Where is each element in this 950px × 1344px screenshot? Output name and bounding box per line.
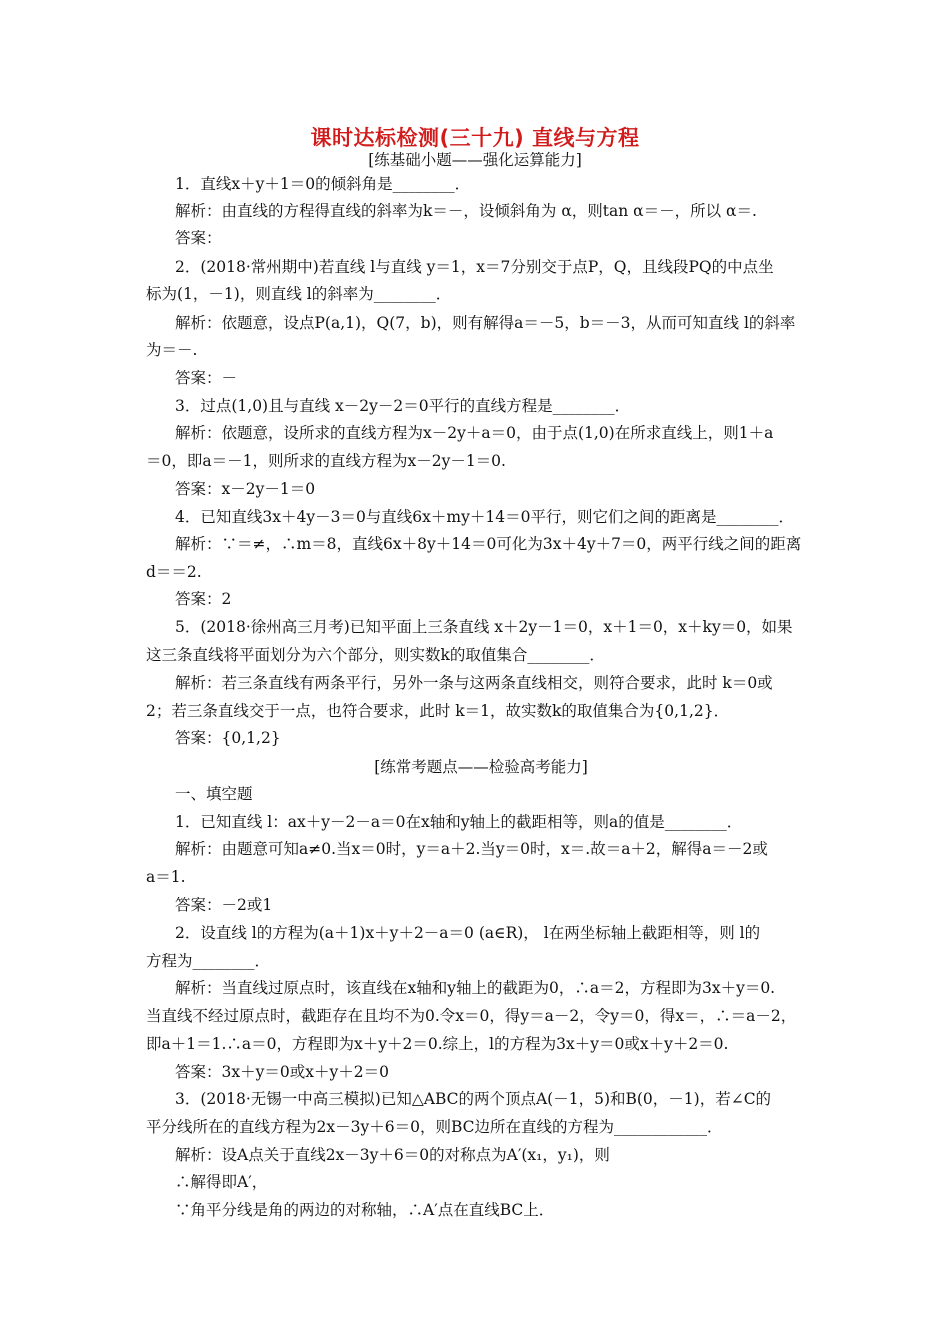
text-line: 这三条直线将平面划分为六个部分，则实数k的取值集合________． — [146, 646, 605, 664]
text-line: 答案：3x＋y＝0或x＋y＋2＝0 — [175, 1063, 389, 1081]
section-heading-basic: [练基础小题——强化运算能力] — [368, 151, 582, 169]
text-line: ∴解得即A′， — [175, 1173, 268, 1191]
text-line: a＝1. — [146, 868, 186, 886]
text-line: 解析：由题意可知a≠0.当x＝0时，y＝a＋2.当y＝0时，x＝.故＝a＋2，解得a＝－2或 — [175, 840, 768, 858]
text-line: 解析：当直线过原点时，该直线在x轴和y轴上的截距为0，∴a＝2，方程即为3x＋y＝0. — [175, 979, 776, 997]
text-line: 答案：{0,1,2} — [175, 729, 281, 747]
text-line: 方程为________． — [146, 952, 271, 970]
text-line: 2；若三条直线交于一点，也符合要求，此时 k＝1，故实数k的取值集合为{0,1,2}． — [146, 702, 730, 720]
text-line: 4．已知直线3x＋4y－3＝0与直线6x＋my＋14＝0平行，则它们之间的距离是________． — [175, 508, 794, 526]
section-heading-exam: [练常考题点——检验高考能力] — [374, 758, 588, 776]
text-line: 为＝－. — [146, 341, 198, 359]
text-line: 解析：∵＝≠，∴m＝8，直线6x＋8y＋14＝0可化为3x＋4y＋7＝0，两平行线之间的距离 — [175, 535, 802, 553]
text-line: 2．(2018·常州期中)若直线 l与直线 y＝1，x＝7分别交于点P，Q，且线段PQ的中点坐 — [175, 258, 774, 276]
text-line: 解析：若三条直线有两条平行，另外一条与这两条直线相交，则符合要求，此时 k＝0或 — [175, 674, 773, 692]
text-line: 2．设直线 l的方程为(a＋1)x＋y＋2－a＝0 (a∈R)， l在两坐标轴上截距相等，则 l的 — [175, 924, 761, 942]
text-line: 5．(2018·徐州高三月考)已知平面上三条直线 x＋2y－1＝0，x＋1＝0，x＋ky＝0，如果 — [175, 618, 793, 636]
text-line: 答案：x－2y－1＝0 — [175, 480, 316, 498]
text-line: 答案：2 — [175, 590, 232, 608]
text-line: 1．直线x＋y＋1＝0的倾斜角是________． — [175, 175, 471, 193]
text-line: 解析：依题意，设所求的直线方程为x－2y＋a＝0，由于点(1,0)在所求直线上，则1＋a — [175, 424, 774, 442]
text-line: d＝＝2. — [146, 563, 202, 581]
text-line: 答案：－ — [175, 369, 238, 387]
text-line: 答案：－2或1 — [175, 896, 273, 914]
text-line: 解析：设A点关于直线2x－3y＋6＝0的对称点为A′(x₁，y₁)，则 — [175, 1146, 610, 1164]
text-line: 当直线不经过原点时，截距存在且均不为0.令x＝0，得y＝a－2，令y＝0，得x＝，∴＝a－2， — [146, 1007, 797, 1025]
text-line: 标为(1，－1)，则直线 l的斜率为________． — [146, 285, 452, 303]
text-line: 答案： — [175, 229, 222, 247]
text-line: 解析：依题意，设点P(a,1)，Q(7，b)，则有解得a＝－5，b＝－3，从而可知直线 l的斜率 — [175, 314, 796, 332]
text-line: 解析：由直线的方程得直线的斜率为k＝－，设倾斜角为 α，则tan α＝－，所以 α＝. — [175, 202, 757, 220]
text-line: ＝0，即a＝－1，则所求的直线方程为x－2y－1＝0. — [146, 452, 506, 470]
text-line: 3．(2018·无锡一中高三模拟)已知△ABC的两个顶点A(－1，5)和B(0，－1)，若∠C的 — [175, 1090, 772, 1108]
text-line: 即a＋1＝1.∴a＝0，方程即为x＋y＋2＝0.综上，l的方程为3x＋y＝0或x＋y＋2＝0. — [146, 1035, 729, 1053]
text-line: 1．已知直线 l：ax＋y－2－a＝0在x轴和y轴上的截距相等，则a的值是________． — [175, 813, 743, 831]
text-line: 一、填空题 — [175, 785, 253, 803]
text-line: 3．过点(1,0)且与直线 x－2y－2＝0平行的直线方程是________． — [175, 397, 631, 415]
page-title: 课时达标检测(三十九) 直线与方程 — [310, 126, 640, 150]
text-line: 平分线所在的直线方程为2x－3y＋6＝0，则BC边所在直线的方程为____________． — [146, 1118, 723, 1136]
text-line: ∵角平分线是角的两边的对称轴，∴A′点在直线BC上． — [175, 1201, 555, 1219]
